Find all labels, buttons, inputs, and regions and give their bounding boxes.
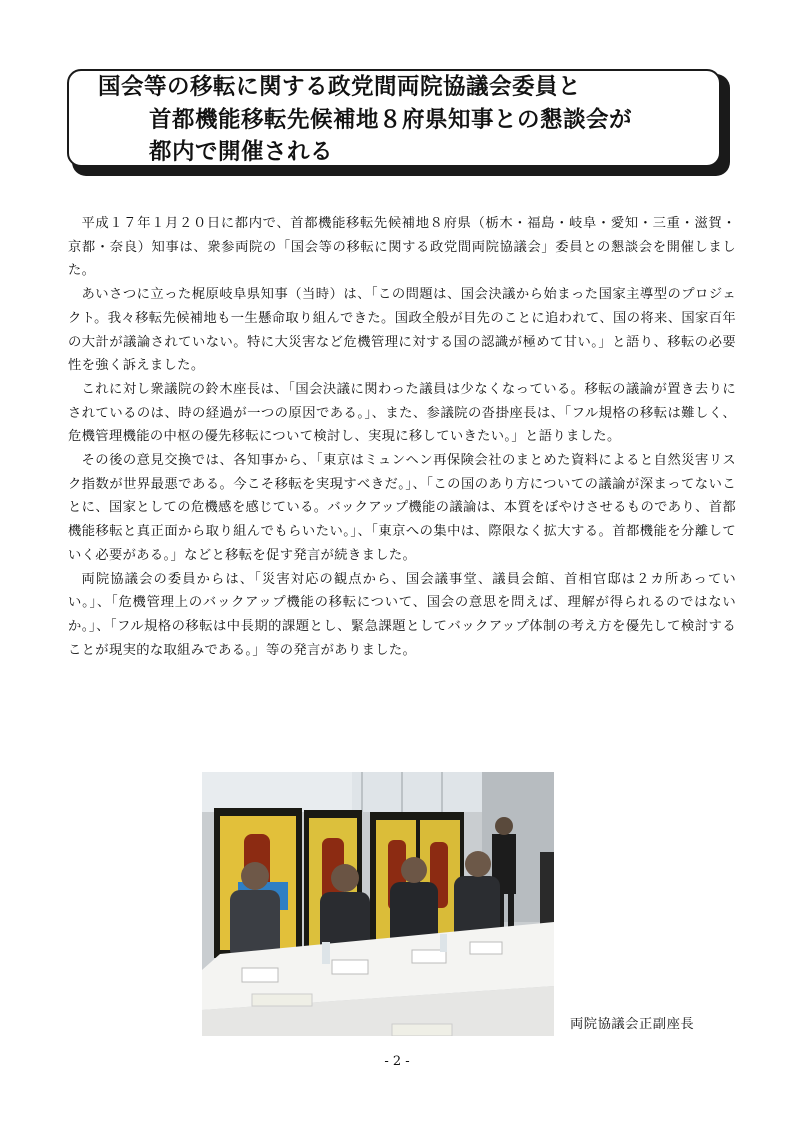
title-box [67,69,721,167]
paragraph-4: その後の意見交換では、各知事から、「東京はミュンヘン再保険会社のまとめた資料によると自然災害リスク指数が世界最悪である。今こそ移転を実現すべきだ。」、「この国のあり方についての議論が深まってないことに、国家としての危機感を感じている。バックアップ機能の議論は、本質をぼやけさせるものであり、首都機能移転と真正面から取り組んでもらいたい。」、「東京への集中は、際限なく拡大する。首都機能を分離していく必要がある。」などと移転を促す発言が続きました。 [68,453,736,563]
article-body [68,212,736,662]
photo-caption: 両院協議会正副座長 [570,1017,695,1032]
title-line-3: 都内で開催される [149,139,334,165]
paragraph-5: 両院協議会の委員からは、「災害対応の観点から、国会議事堂、議員会館、首相官邸は２カ所あっていい。」、「危機管理上のバックアップ機能の移転について、国会の意思を問えば、理解が得られるのではないか。」、「フル規格の移転は中長期的課題とし、緊急課題としてバックアップ体制の考え方を優先して検討することが現実的な取組みである。」等の発言がありました。 [68,571,736,658]
meeting-photo [202,772,554,1036]
title-line-2: 首都機能移転先候補地８府県知事との懇談会が [149,107,633,133]
page-number: - 2 - [384,1054,410,1069]
title-line-1: 国会等の移転に関する政党間両院協議会委員と [98,74,582,100]
paragraph-3: これに対し衆議院の鈴木座長は、「国会決議に関わった議員は少なくなっている。移転の議論が置き去りにされているのは、時の経過が一つの原因である。」、また、参議院の沓掛座長は、「フル規格の移転は難しく、危機管理機能の中枢の優先移転について検討し、実現に移していきたい。」と語りました。 [68,381,736,445]
paragraph-2: あいさつに立った梶原岐阜県知事（当時）は、「この問題は、国会決議から始まった国家主導型のプロジェクト。我々移転先候補地も一生懸命取り組んできた。国政全般が目先のことに追われて、国の将来、国家百年の大計が議論されていない。特に大災害など危機管理に対する国の認識が極めて甘い。」と語り、移転の必要性を強く訴えました。 [68,287,736,374]
paragraph-1: 平成１７年１月２０日に都内で、首都機能移転先候補地８府県（栃木・福島・岐阜・愛知・三重・滋賀・京都・奈良）知事は、衆参両院の「国会等の移転に関する政党間両院協議会」委員との懇談会を開催しました。 [68,216,736,279]
